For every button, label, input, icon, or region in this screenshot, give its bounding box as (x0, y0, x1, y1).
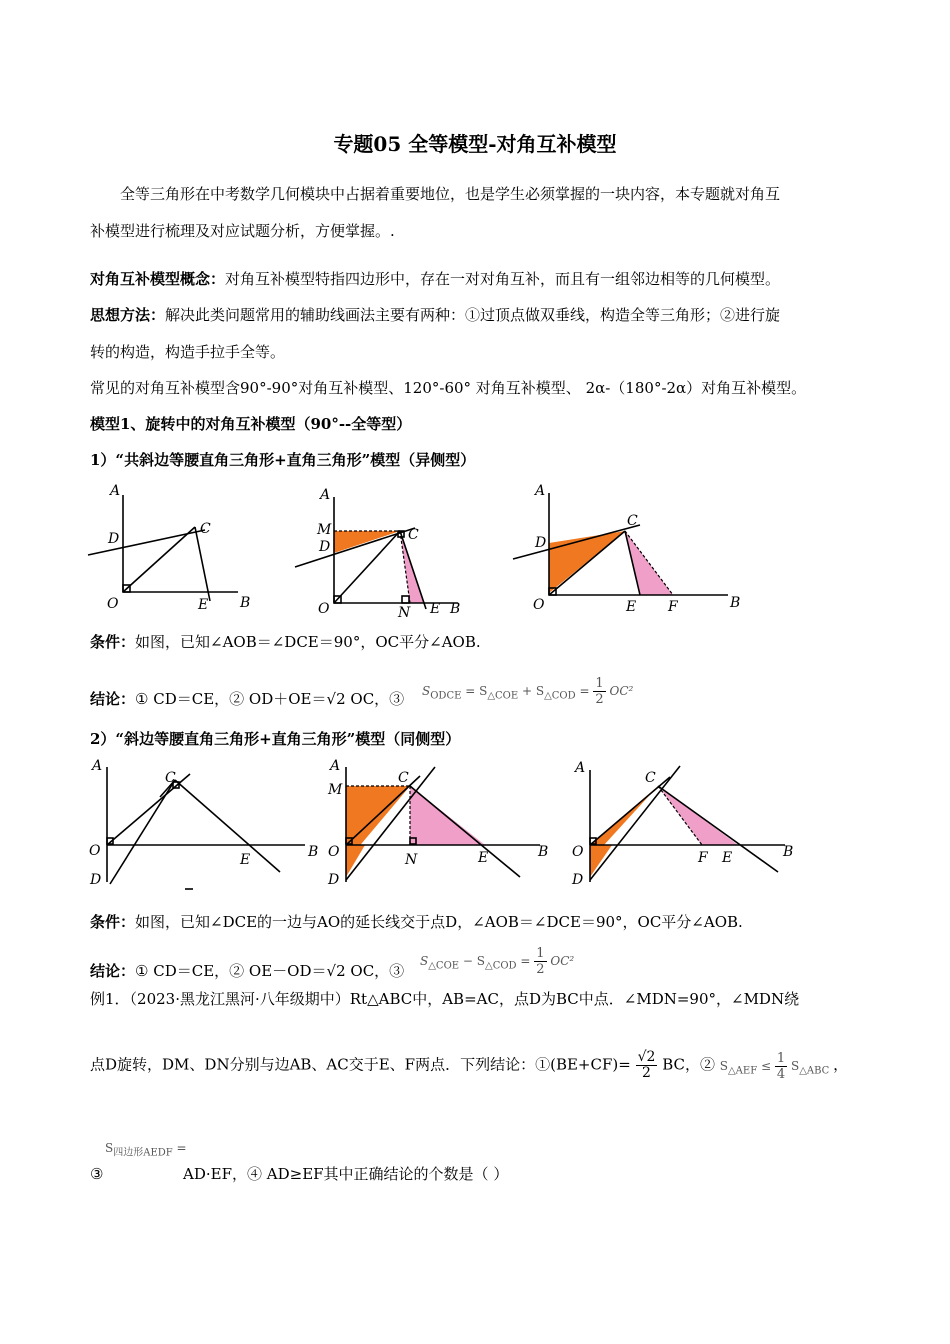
label-N: N (405, 852, 418, 868)
example-line-1: 例1．（2023·黑龙江黑河·八年级期中）Rt△ABC中，AB=AC，点D为BC中点．∠MDN=90°，∠MDN绕 (90, 990, 800, 1008)
label-M: M (317, 522, 332, 538)
label-A: A (320, 487, 331, 503)
conclusion-text: ① CD＝CE，② OE－OD＝ (135, 962, 327, 980)
label-C: C (627, 513, 638, 529)
condition-label: 条件： (90, 633, 136, 651)
figure-row-1 (80, 475, 760, 620)
label-O: O (89, 843, 101, 859)
label-A: A (330, 758, 341, 774)
label-F: F (698, 850, 708, 866)
model1-heading: 模型1、旋转中的对角互补模型（90°--全等型） (90, 415, 412, 433)
label-B: B (730, 595, 741, 611)
fraction-half: $\frac{1}{2}$ (536, 946, 545, 977)
label-O: O (107, 596, 119, 612)
method-text-1: 解决此类问题常用的辅助线画法主要有两种：①过顶点做双垂线，构造全等三角形；②进行旋 (165, 306, 781, 324)
label-B: B (450, 601, 461, 617)
intro-line-1: 全等三角形在中考数学几何模块中占据着重要地位，也是学生必须掌握的一块内容，本专题就对角互 (120, 185, 781, 203)
label-N: N (398, 605, 411, 620)
label-E: E (198, 597, 209, 613)
conclusion-oc: OC，③ (350, 962, 405, 980)
figure-2c (590, 766, 785, 882)
method-text-2: 转的构造，构造手拉手全等。 (90, 343, 286, 361)
label-D: D (328, 872, 340, 888)
example-line-2: 点D旋转，DM、DN分别与边AB、AC交于E、F两点．下列结论：①(BE+CF)= $\frac{√2}{2}$ BC，② $S_{\triangle AEF}$ ≤ $\frac{1}{4}$ $S_{\triangle ABC}$ ， (90, 1049, 849, 1082)
label-B: B (538, 844, 549, 860)
label-A: A (92, 758, 103, 774)
figure-row-2 (80, 752, 800, 897)
figure-1a (88, 495, 238, 601)
label-C: C (200, 521, 211, 537)
label-B: B (308, 844, 319, 860)
label-O: O (572, 844, 584, 860)
sqrt-two: √2 (326, 690, 346, 708)
label-C: C (645, 770, 656, 786)
formula-area-2: $S_{\triangle COE} - S_{\triangle COD}$ = $\frac{1}{2}$ OC² (420, 946, 575, 977)
label-E: E (722, 850, 733, 866)
conclusion-2 (90, 960, 404, 981)
label-B: B (783, 844, 794, 860)
label-B: B (240, 595, 251, 611)
method-paragraph (90, 304, 780, 325)
label-D: D (572, 872, 584, 888)
conclusion-1 (90, 688, 404, 709)
figure-2a (107, 767, 305, 889)
label-A: A (535, 483, 546, 499)
area-formula-quad: $S_{四边形AEDF}$ = (105, 1141, 187, 1159)
fraction-sqrt2-over-2: $\frac{√2}{2}$ (637, 1049, 656, 1081)
label-O: O (533, 597, 545, 613)
formula-area-1: $S_{ODCE} = S_{\triangle COE} + S_{\triangle COD}$ = $\frac{1}{2}$ OC² (422, 676, 634, 707)
condition-text: 如图，已知∠DCE的一边与AO的延长线交于点D，∠AOB＝∠DCE＝90°，OC平分∠AOB. (135, 913, 743, 931)
common-models: 常见的对角互补模型含90°-90°对角互补模型、120°-60° 对角互补模型、 2α-（180°-2α）对角互补模型。 (90, 379, 807, 397)
concept-text: 对角互补模型特指四边形中，存在一对对角互补，而且有一组邻边相等的几何模型。 (225, 270, 781, 288)
sqrt-two: √2 (326, 962, 346, 980)
label-A: A (575, 760, 586, 776)
page-title: 专题05 全等模型-对角互补模型 (333, 132, 617, 156)
label-A: A (110, 483, 121, 499)
conclusion-label: 结论： (90, 690, 136, 708)
label-D: D (90, 872, 102, 888)
condition-label: 条件： (90, 913, 136, 931)
example-line-3: ③ AD·EF，④ AD≥EF其中正确结论的个数是（ ） (90, 1165, 509, 1183)
label-D: D (535, 535, 547, 551)
label-E: E (240, 852, 251, 868)
fraction-half: $\frac{1}{2}$ (595, 676, 604, 707)
label-E: E (478, 850, 489, 866)
label-F: F (668, 599, 678, 615)
area-inequality: $S_{\triangle AEF}$ ≤ $\frac{1}{4}$ $S_{\triangle ABC}$ (719, 1050, 830, 1082)
concept-label: 对角互补模型概念： (90, 270, 226, 288)
method-label: 思想方法： (90, 306, 166, 324)
concept-paragraph (90, 268, 780, 289)
label-D: D (319, 539, 331, 555)
label-E: E (430, 601, 441, 617)
condition-2 (90, 911, 743, 932)
condition-1 (90, 631, 481, 652)
model1-sub2-heading: 2）“斜边等腰直角三角形+直角三角形”模型（同侧型） (90, 730, 461, 748)
label-O: O (328, 844, 340, 860)
label-C: C (398, 770, 409, 786)
label-M: M (328, 782, 343, 798)
figure-2b (346, 767, 540, 882)
condition-text: 如图，已知∠AOB＝∠DCE＝90°，OC平分∠AOB. (135, 633, 481, 651)
conclusion-oc: OC，③ (350, 690, 405, 708)
intro-line-2: 补模型进行梳理及对应试题分析，方便掌握。. (90, 222, 395, 240)
label-E: E (626, 599, 637, 615)
conclusion-text: ① CD＝CE，② OD＋OE＝ (135, 690, 327, 708)
label-D: D (108, 531, 120, 547)
conclusion-label: 结论： (90, 962, 136, 980)
label-C: C (165, 770, 176, 786)
label-O: O (318, 601, 330, 617)
model1-sub1-heading: 1）“共斜边等腰直角三角形+直角三角形”模型（异侧型） (90, 451, 476, 469)
label-C: C (408, 527, 419, 543)
